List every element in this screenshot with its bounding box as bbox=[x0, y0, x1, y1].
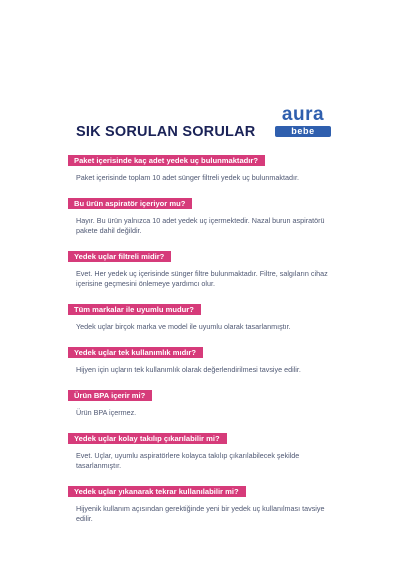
faq-item bbox=[68, 385, 330, 418]
faq-item bbox=[68, 428, 330, 471]
faq-answer: Evet. Her yedek uç içerisinde sünger filtre bulunmaktadır. Filtre, salgıların cihaz içerisine geçmesini önlemeye yardımcı olur. bbox=[76, 269, 328, 288]
faq-question: Yedek uçlar kolay takılıp çıkarılabilir mi? bbox=[68, 433, 227, 444]
faq-question: Paket içerisinde kaç adet yedek uç bulunmaktadır? bbox=[68, 155, 265, 166]
faq-question: Ürün BPA içerir mi? bbox=[68, 390, 152, 401]
brand-logo-badge: bebe bbox=[275, 126, 331, 137]
brand-logo-word: aura bbox=[281, 104, 325, 125]
faq-answer: Ürün BPA içermez. bbox=[76, 408, 137, 417]
faq-item bbox=[68, 342, 330, 375]
faq-question: Yedek uçlar yıkanarak tekrar kullanılabilir mi? bbox=[68, 486, 246, 497]
faq-list bbox=[68, 150, 330, 534]
faq-item bbox=[68, 299, 330, 332]
faq-item bbox=[68, 150, 330, 183]
faq-question: Yedek uçlar tek kullanımlık mıdır? bbox=[68, 347, 203, 358]
faq-answer: Paket içerisinde toplam 10 adet sünger filtreli yedek uç bulunmaktadır. bbox=[76, 173, 299, 182]
faq-answer: Hayır. Bu ürün yalnızca 10 adet yedek uç içermektedir. Nazal burun aspiratörü pakete dahil değildir. bbox=[76, 216, 325, 235]
page-title: SIK SORULAN SORULAR bbox=[76, 124, 256, 140]
faq-item bbox=[68, 246, 330, 289]
faq-item bbox=[68, 481, 330, 524]
faq-item bbox=[68, 193, 330, 236]
brand-logo bbox=[273, 104, 333, 138]
faq-question: Yedek uçlar filtreli midir? bbox=[68, 251, 171, 262]
faq-answer: Evet. Uçlar, uyumlu aspiratörlere kolayca takılıp çıkarılabilecek şekilde tasarlanmıştır. bbox=[76, 451, 300, 470]
faq-answer: Hijyen için uçların tek kullanımlık olarak değerlendirilmesi tavsiye edilir. bbox=[76, 365, 301, 374]
faq-question: Tüm markalar ile uyumlu mudur? bbox=[68, 304, 201, 315]
faq-question: Bu ürün aspiratör içeriyor mu? bbox=[68, 198, 192, 209]
faq-answer: Hijyenik kullanım açısından gerektiğinde yeni bir yedek uç kullanılması tavsiye edilir. bbox=[76, 504, 325, 523]
faq-answer: Yedek uçlar birçok marka ve model ile uyumlu olarak tasarlanmıştır. bbox=[76, 322, 291, 331]
